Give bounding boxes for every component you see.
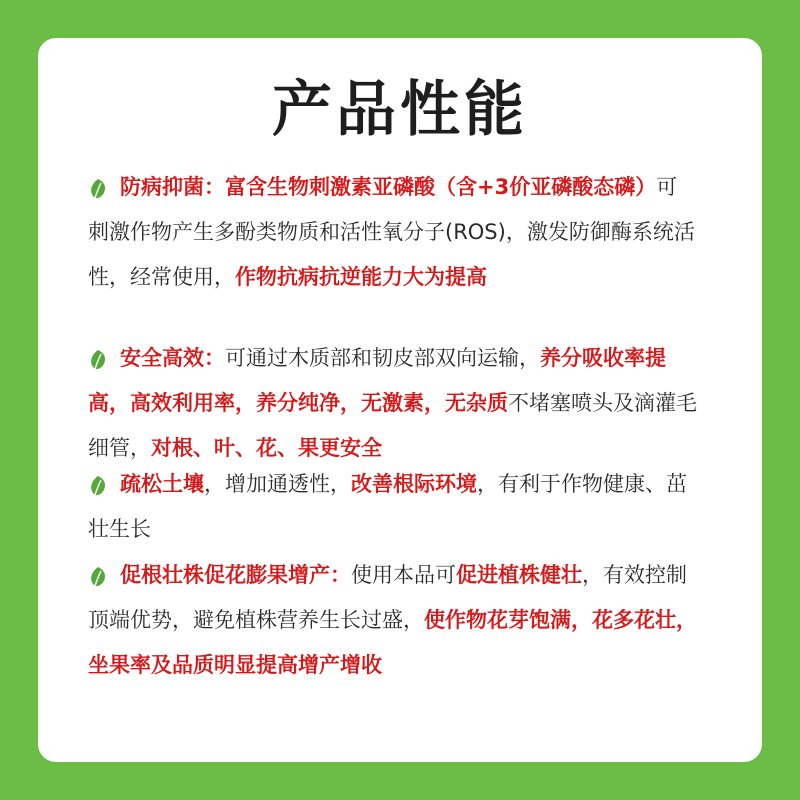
section-heading: 促根壮株促花膨果增产： (120, 563, 351, 587)
leaf-icon (88, 178, 108, 200)
section-disease-prevention (88, 165, 698, 300)
section-body: 使用本品可 (351, 563, 456, 587)
section-loosen-soil (88, 462, 698, 552)
section-body-2: ，有利于作物健康、茁壮生长 (88, 472, 687, 541)
section-body-2: ，有效控制顶端优势，避免植株营养生长过盛， (88, 563, 687, 632)
section-heading: 防病抑菌：富含生物刺激素亚磷酸（含+3价亚磷酸态磷） (120, 175, 657, 199)
section-body: 可刺激作物产生多酚类物质和活性氧分子(ROS)，激发防御酶系统活性，经常使用， (88, 175, 695, 289)
section-highlight: 养分吸收率提高，高效利用率，养分纯净，无激素，无杂质 (88, 346, 666, 415)
section-highlight: 改善根际环境 (351, 472, 477, 496)
page-title: 产品性能 (272, 75, 528, 145)
section-heading: 安全高效： (120, 346, 225, 370)
section-highlight-2: 对根、叶、花、果更安全 (151, 436, 382, 460)
section-heading: 疏松土壤 (120, 472, 204, 496)
leaf-icon (88, 566, 108, 588)
section-body-2: 不堵塞喷头及滴灌毛细管， (88, 391, 697, 460)
leaf-icon (88, 475, 108, 497)
section-safe-efficient (88, 336, 698, 471)
section-text (88, 553, 698, 688)
leaf-icon (88, 349, 108, 371)
section-body: ，增加通透性， (204, 472, 351, 496)
section-highlight-2: 使作物花芽饱满，花多花壮，坐果率及品质明显提高增产增收 (88, 608, 697, 677)
section-root-growth (88, 553, 698, 688)
section-body: 可通过木质部和韧皮部双向运输， (225, 346, 540, 370)
section-highlight: 作物抗病抗逆能力大为提高 (235, 265, 487, 289)
section-highlight: 促进植株健壮 (456, 563, 582, 587)
section-text (88, 462, 698, 552)
section-text (88, 165, 698, 300)
section-text (88, 336, 698, 471)
